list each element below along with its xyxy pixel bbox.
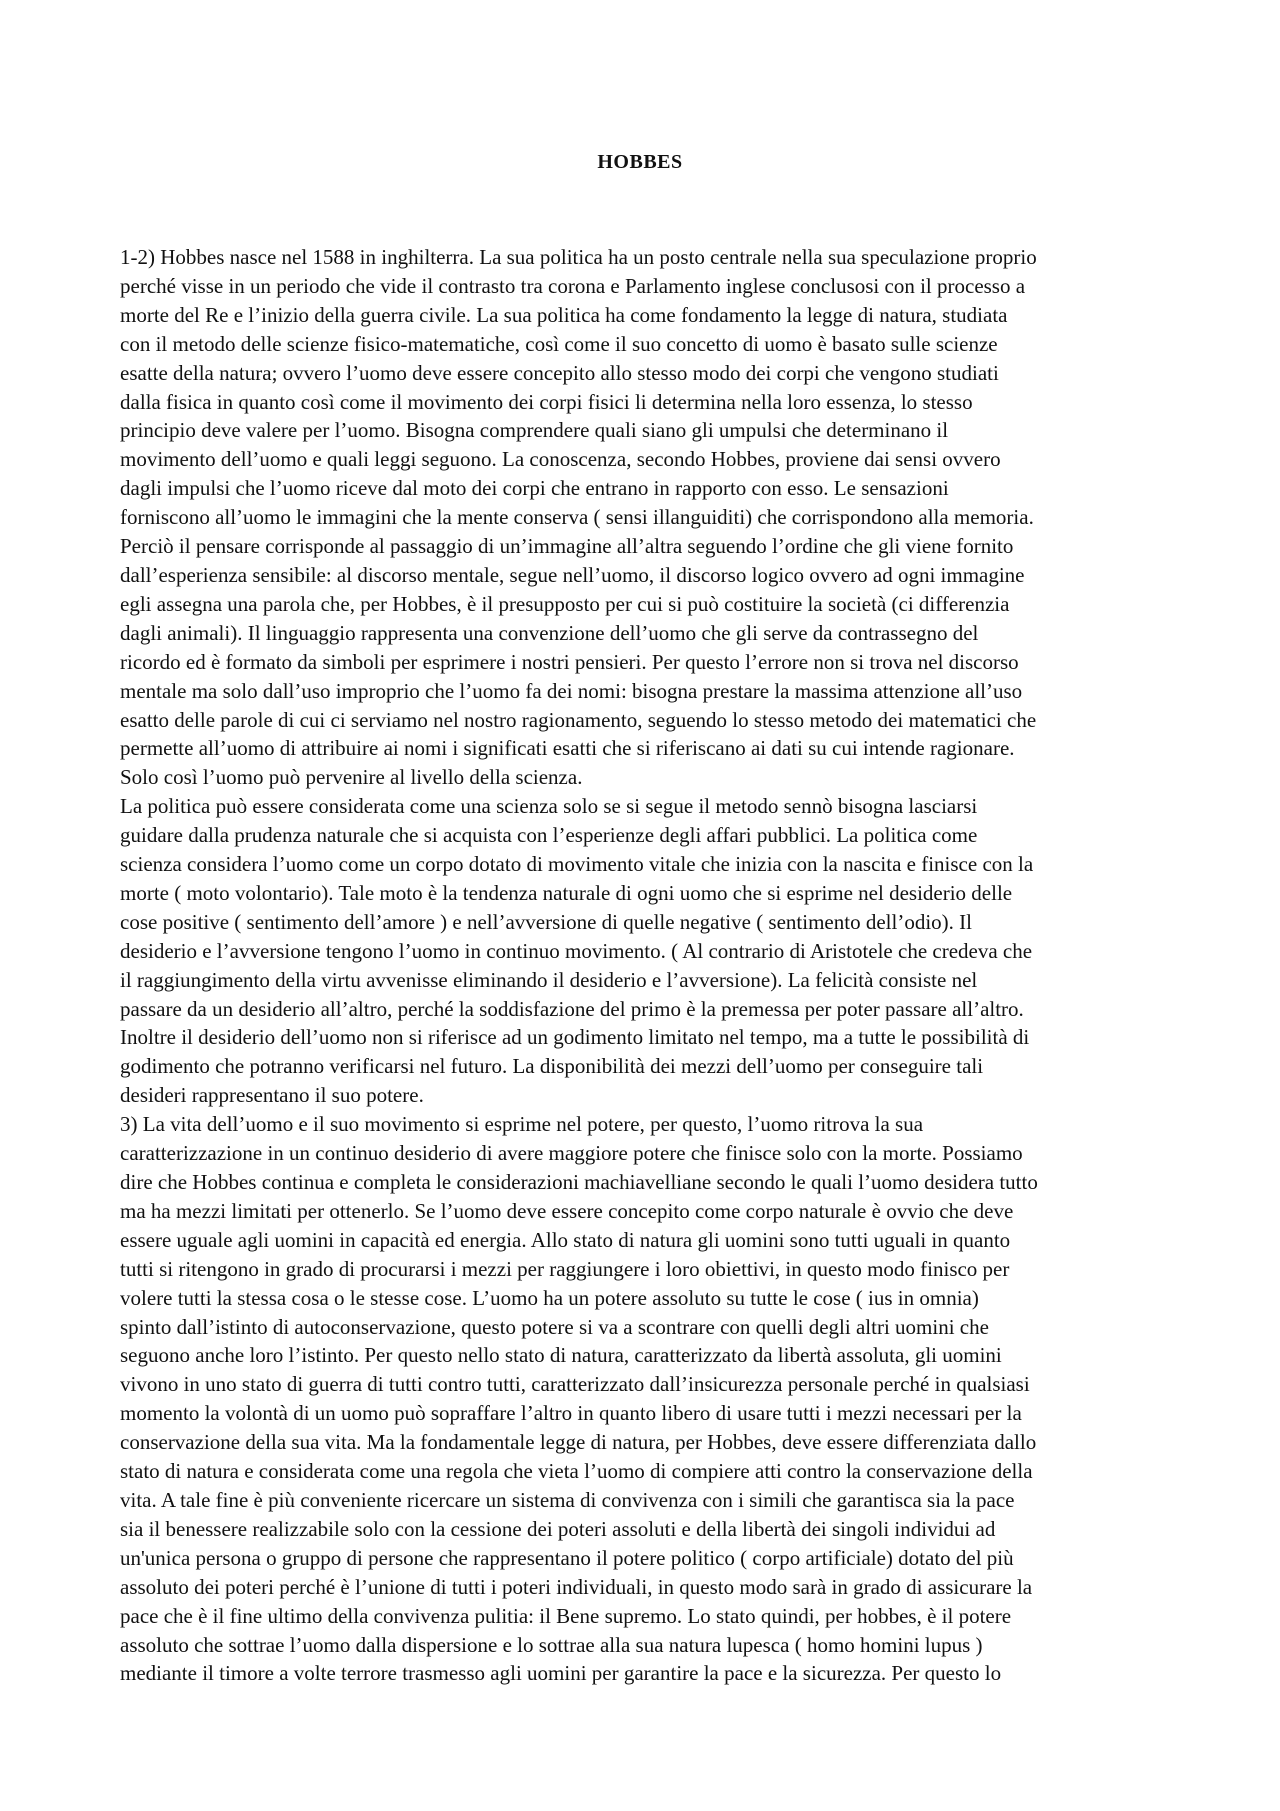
text-line: Solo così l’uomo può pervenire al livello della scienza. xyxy=(120,765,583,790)
body-text xyxy=(120,243,1164,1688)
text-line: sia il benessere realizzabile solo con la cessione dei poteri assoluti e della libertà dei singoli individui ad xyxy=(120,1516,996,1541)
text-line: essere uguale agli uomini in capacità ed energia. Allo stato di natura gli uomini sono tutti uguali in quanto xyxy=(120,1227,1011,1252)
text-line: dagli animali). Il linguaggio rappresenta una convenzione dell’uomo che gli serve da contrassegno del xyxy=(120,620,979,645)
text-line: morte ( moto volontario). Tale moto è la tendenza naturale di ogni uomo che si esprime nel desiderio delle xyxy=(120,880,1013,905)
text-line: dall’esperienza sensibile: al discorso mentale, segue nell’uomo, il discorso logico ovvero ad ogni immagine xyxy=(120,562,1025,587)
text-line: mediante il timore a volte terrore trasmesso agli uomini per garantire la pace e la sicurezza. Per questo lo xyxy=(120,1661,1002,1686)
text-line: permette all’uomo di attribuire ai nomi i significati esatti che si riferiscano ai dati su cui intende ragionare. xyxy=(120,736,1015,761)
text-line: Perciò il pensare corrisponde al passaggio di un’immagine all’altra seguendo l’ordine che gli viene fornito xyxy=(120,534,1014,559)
text-line: seguono anche loro l’istinto. Per questo nello stato di natura, caratterizzato da libertà assoluta, gli uomini xyxy=(120,1343,1002,1368)
text-line: spinto dall’istinto di autoconservazione, questo potere si va a scontrare con quelli degli altri uomini che xyxy=(120,1314,989,1339)
text-line: La politica può essere considerata come una scienza solo se si segue il metodo sennò bisogna lasciarsi xyxy=(120,794,978,819)
text-line: forniscono all’uomo le immagini che la mente conserva ( sensi illanguiditi) che corrispondono alla memoria. xyxy=(120,505,1034,530)
text-line: assoluto che sottrae l’uomo dalla dispersione e lo sottrae alla sua natura lupesca ( homo homini lupus ) xyxy=(120,1632,983,1657)
text-line: perché visse in un periodo che vide il contrasto tra corona e Parlamento inglese conclusosi con il processo a xyxy=(120,273,1026,298)
text-line: volere tutti la stessa cosa o le stesse cose. L’uomo ha un potere assoluto su tutte le cose ( ius in omnia) xyxy=(120,1285,979,1310)
text-line: conservazione della sua vita. Ma la fondamentale legge di natura, per Hobbes, deve essere differenziata dallo xyxy=(120,1430,1037,1455)
text-line: egli assegna una parola che, per Hobbes, è il presupposto per cui si può costituire la società (ci differenzia xyxy=(120,591,1010,616)
text-line: passare da un desiderio all’altro, perché la soddisfazione del primo è la premessa per poter passare all’altro. xyxy=(120,996,1024,1021)
text-line: caratterizzazione in un continuo desiderio di avere maggiore potere che finisce solo con la morte. Possiamo xyxy=(120,1141,1023,1166)
text-line: dalla fisica in quanto così come il movimento dei corpi fisici li determina nella loro essenza, lo stesso xyxy=(120,389,973,414)
text-line: desiderio e l’avversione tengono l’uomo in continuo movimento. ( Al contrario di Aristotele che credeva che xyxy=(120,938,1033,963)
text-line: pace che è il fine ultimo della convivenza pulitia: il Bene supremo. Lo stato quindi, per hobbes, è il potere xyxy=(120,1603,1012,1628)
text-line: godimento che potranno verificarsi nel futuro. La disponibilità dei mezzi dell’uomo per conseguire tali xyxy=(120,1054,984,1079)
text-line: principio deve valere per l’uomo. Bisogna comprendere quali siano gli umpulsi che determinano il xyxy=(120,418,949,443)
text-line: dagli impulsi che l’uomo riceve dal moto dei corpi che entrano in rapporto con esso. Le sensazioni xyxy=(120,476,949,501)
text-line: momento la volontà di un uomo può sopraffare l’altro in quanto libero di usare tutti i mezzi necessari per la xyxy=(120,1401,1022,1426)
text-line: dire che Hobbes continua e completa le considerazioni machiavelliane secondo le quali l’uomo desidera tutto xyxy=(120,1170,1038,1194)
text-line: Inoltre il desiderio dell’uomo non si riferisce ad un godimento limitato nel tempo, ma a tutte le possibilità di xyxy=(120,1025,1030,1050)
text-line: desideri rappresentano il suo potere. xyxy=(120,1083,424,1108)
text-line: un'unica persona o gruppo di persone che rappresentano il potere politico ( corpo artificiale) dotato del più xyxy=(120,1545,1014,1570)
text-line: il raggiungimento della virtu avvenisse eliminando il desiderio e l’avversione). La felicità consiste nel xyxy=(120,967,978,992)
text-line: 1-2) Hobbes nasce nel 1588 in inghilterra. La sua politica ha un posto centrale nella sua speculazione proprio xyxy=(120,245,1037,269)
text-line: movimento dell’uomo e quali leggi seguono. La conoscenza, secondo Hobbes, proviene dai sensi ovvero xyxy=(120,447,1001,472)
text-line: scienza considera l’uomo come un corpo dotato di movimento vitale che inizia con la nascita e finisce con la xyxy=(120,852,1034,877)
text-line: morte del Re e l’inizio della guerra civile. La sua politica ha come fondamento la legge di natura, studiata xyxy=(120,302,1008,327)
text-line: stato di natura e considerata come una regola che vieta l’uomo di compiere atti contro la conservazione della xyxy=(120,1459,1033,1484)
text-line: cose positive ( sentimento dell’amore ) e nell’avversione di quelle negative ( sentimento dell’odio). Il xyxy=(120,909,972,934)
text-line: esatte della natura; ovvero l’uomo deve essere concepito allo stesso modo dei corpi che vengono studiati xyxy=(120,360,999,385)
text-line: assoluto dei poteri perché è l’unione di tutti i poteri individuali, in questo modo sarà in grado di assicurare la xyxy=(120,1574,1033,1599)
text-line: con il metodo delle scienze fisico-matematiche, così come il suo concetto di uomo è basato sulle scienze xyxy=(120,331,998,356)
text-line: 3) La vita dell’uomo e il suo movimento si esprime nel potere, per questo, l’uomo ritrova la sua xyxy=(120,1112,924,1137)
text-line: esatto delle parole di cui ci serviamo nel nostro ragionamento, seguendo lo stesso metodo dei matematici che xyxy=(120,707,1037,732)
text-line: guidare dalla prudenza naturale che si acquista con l’esperienze degli affari pubblici. La politica come xyxy=(120,823,978,848)
text-line: ma ha mezzi limitati per ottenerlo. Se l’uomo deve essere concepito come corpo naturale è ovvio che deve xyxy=(120,1198,1014,1223)
text-line: ricordo ed è formato da simboli per esprimere i nostri pensieri. Per questo l’errore non si trova nel discorso xyxy=(120,649,1019,674)
page-title: HOBBES xyxy=(597,151,683,173)
text-line: mentale ma solo dall’uso improprio che l’uomo fa dei nomi: bisogna prestare la massima attenzione all’uso xyxy=(120,678,1023,703)
text-line: tutti si ritengono in grado di procurarsi i mezzi per raggiungere i loro obiettivi, in questo modo finisco per xyxy=(120,1256,1010,1281)
text-line: vita. A tale fine è più conveniente ricercare un sistema di convivenza con i simili che garantisca sia la pace xyxy=(120,1487,1015,1512)
text-line: vivono in uno stato di guerra di tutti contro tutti, caratterizzato dall’insicurezza personale perché in qualsiasi xyxy=(120,1372,1030,1397)
